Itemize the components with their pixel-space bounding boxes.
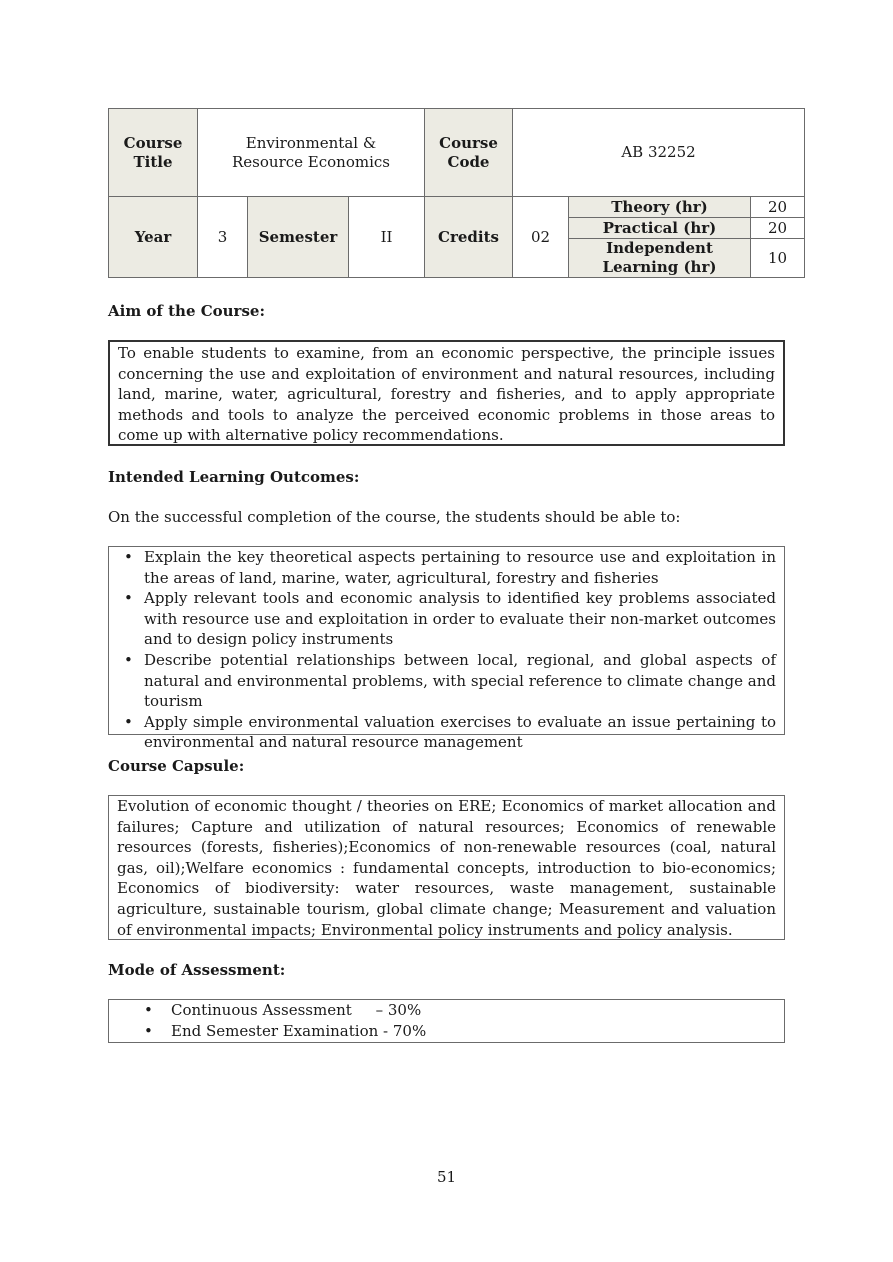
outcomes-heading: Intended Learning Outcomes: <box>108 468 360 486</box>
outcome-item: • Apply relevant tools and economic analysis to identified key problems associated with resource use and exploitation in order to evaluate their non-market outcomes and to design policy instruments <box>124 589 776 649</box>
theory-hours-label: Theory (hr) <box>569 197 751 218</box>
bullet-icon: • <box>124 712 133 731</box>
course-code-value: AB 32252 <box>513 109 805 197</box>
outcome-item: • Describe potential relationships between local, regional, and global aspects of natural and environmental problems, with special reference to climate change and tourism <box>124 650 776 711</box>
theory-hours-value: 20 <box>751 197 805 218</box>
assessment-list <box>109 1000 784 1041</box>
bullet-icon: • <box>144 1021 153 1040</box>
practical-hours-value: 20 <box>751 218 805 239</box>
capsule-text: Evolution of economic thought / theories on ERE; Economics of market allocation and failures; Capture and utilization of natural resources; Economics of renewable resources (forests, fisheries);Economics of non-renewable resources (coal, natural gas, oil);Welfare economics : fundamental concepts, introduction to bio-economics; Economics of biodiversity: water resources, waste management, sustainable agriculture, sustainable tourism, global climate change; Measurement and valuation of environmental impacts; Environmental policy instruments and policy analysis. <box>117 797 776 939</box>
capsule-box <box>108 795 785 940</box>
outcome-item: • Apply simple environmental valuation exercises to evaluate an issue pertaining to environmental and natural resource management <box>124 712 776 752</box>
outcomes-intro: On the successful completion of the course, the students should be able to: <box>108 508 681 526</box>
outcome-item: • Explain the key theoretical aspects pertaining to resource use and exploitation in the areas of land, marine, water, agricultural, forestry and fisheries <box>124 548 776 587</box>
credits-label: Credits <box>425 197 513 278</box>
course-code-label: Course Code <box>425 109 513 197</box>
year-value: 3 <box>198 197 248 278</box>
assessment-heading: Mode of Assessment: <box>108 961 286 979</box>
practical-hours-label: Practical (hr) <box>569 218 751 239</box>
course-title-label: Course Title <box>109 109 198 197</box>
independent-learning-hours-value: 10 <box>751 239 805 278</box>
page-number: 51 <box>436 1168 457 1186</box>
course-title-value: Environmental & Resource Economics <box>198 109 425 197</box>
assessment-box <box>108 999 785 1043</box>
bullet-icon: • <box>124 650 133 669</box>
outcomes-box <box>108 546 785 752</box>
course-info-table <box>108 108 805 278</box>
aim-heading: Aim of the Course: <box>108 302 265 320</box>
bullet-icon: • <box>124 548 133 566</box>
aim-text: To enable students to examine, from an economic perspective, the principle issues concerning the use and exploitation of environment and natural resources, including land, marine, water, agricultural, forestry and fisheries, and to apply appropriate methods and tools to analyze the perceived economic problems in those areas to come up with alternative policy recommendations. <box>118 344 775 445</box>
independent-learning-hours-label: Independent Learning (hr) <box>569 239 751 278</box>
aim-box <box>108 340 785 446</box>
semester-label: Semester <box>248 197 349 278</box>
capsule-heading: Course Capsule: <box>108 757 245 775</box>
bullet-icon: • <box>144 1001 153 1019</box>
year-label: Year <box>109 197 198 278</box>
bullet-icon: • <box>124 589 133 608</box>
credits-value: 02 <box>513 197 569 278</box>
semester-value: II <box>349 197 425 278</box>
assessment-item: • Continuous Assessment – 30% <box>144 1001 422 1019</box>
outcomes-list <box>109 547 784 753</box>
assessment-item: • End Semester Examination - 70% <box>144 1021 427 1040</box>
